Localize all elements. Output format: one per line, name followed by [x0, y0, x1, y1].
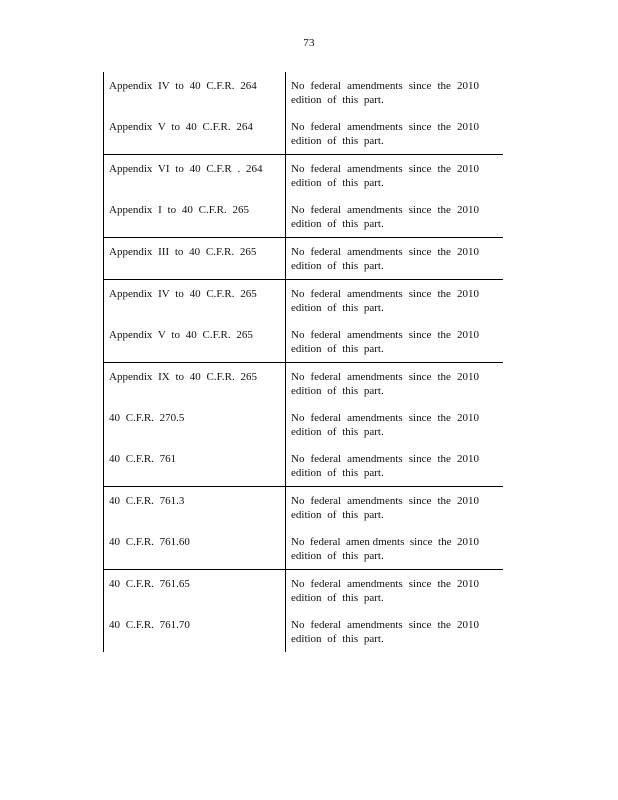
table-row: [104, 370, 503, 398]
table-row-group: [103, 487, 503, 570]
status-cell: No federal amendments since the 2010 edition of this part.: [291, 412, 479, 438]
page-number: 73: [303, 37, 315, 49]
citation-cell: 40 C.F.R. 761: [109, 453, 177, 465]
amendments-table: [103, 72, 503, 652]
citation-cell: 40 C.F.R. 270.5: [109, 412, 185, 424]
citation-cell: 40 C.F.R. 761.65: [109, 578, 190, 590]
table-row: [104, 162, 503, 190]
citation-cell: Appendix V to 40 C.F.R. 265: [109, 329, 253, 341]
status-cell: No federal amendments since the 2010 edition of this part.: [291, 163, 479, 189]
status-cell: No federal amendments since the 2010 edition of this part.: [291, 495, 479, 521]
table-row: [104, 328, 503, 356]
table-row-group: [103, 570, 503, 652]
table-row: [104, 577, 503, 605]
status-cell: No federal amendments since the 2010 edition of this part.: [291, 246, 479, 272]
status-cell: No federal amendments since the 2010 edition of this part.: [291, 453, 479, 479]
table-row-group: [103, 363, 503, 487]
table-row: [104, 494, 503, 522]
citation-cell: 40 C.F.R. 761.70: [109, 619, 190, 631]
status-cell: No federal amen dments since the 2010 edition of this part.: [291, 536, 479, 562]
citation-cell: Appendix IV to 40 C.F.R. 265: [109, 288, 257, 300]
table-row: [104, 618, 503, 646]
citation-cell: Appendix V to 40 C.F.R. 264: [109, 121, 253, 133]
citation-cell: 40 C.F.R. 761.60: [109, 536, 190, 548]
citation-cell: Appendix IV to 40 C.F.R. 264: [109, 80, 257, 92]
citation-cell: Appendix I to 40 C.F.R. 265: [109, 204, 250, 216]
status-cell: No federal amendments since the 2010 edition of this part.: [291, 288, 479, 314]
citation-cell: Appendix IX to 40 C.F.R. 265: [109, 371, 257, 383]
table-row-group: [103, 155, 503, 238]
status-cell: No federal amendments since the 2010 edition of this part.: [291, 578, 479, 604]
citation-cell: Appendix VI to 40 C.F.R . 264: [109, 163, 263, 175]
table-row: [104, 120, 503, 148]
table-row-group: [103, 72, 503, 155]
table-row: [104, 245, 503, 273]
table-row-group: [103, 280, 503, 363]
citation-cell: Appendix III to 40 C.F.R. 265: [109, 246, 257, 258]
status-cell: No federal amendments since the 2010 edition of this part.: [291, 121, 479, 147]
table-row: [104, 203, 503, 231]
table-row: [104, 287, 503, 315]
status-cell: No federal amendments since the 2010 edition of this part.: [291, 80, 479, 106]
table-row: [104, 79, 503, 107]
table-row: [104, 411, 503, 439]
citation-cell: 40 C.F.R. 761.3: [109, 495, 185, 507]
table-row: [104, 452, 503, 480]
status-cell: No federal amendments since the 2010 edition of this part.: [291, 329, 479, 355]
status-cell: No federal amendments since the 2010 edition of this part.: [291, 371, 479, 397]
status-cell: No federal amendments since the 2010 edition of this part.: [291, 619, 479, 645]
status-cell: No federal amendments since the 2010 edition of this part.: [291, 204, 479, 230]
table-row: [104, 535, 503, 563]
table-row-group: [103, 238, 503, 280]
